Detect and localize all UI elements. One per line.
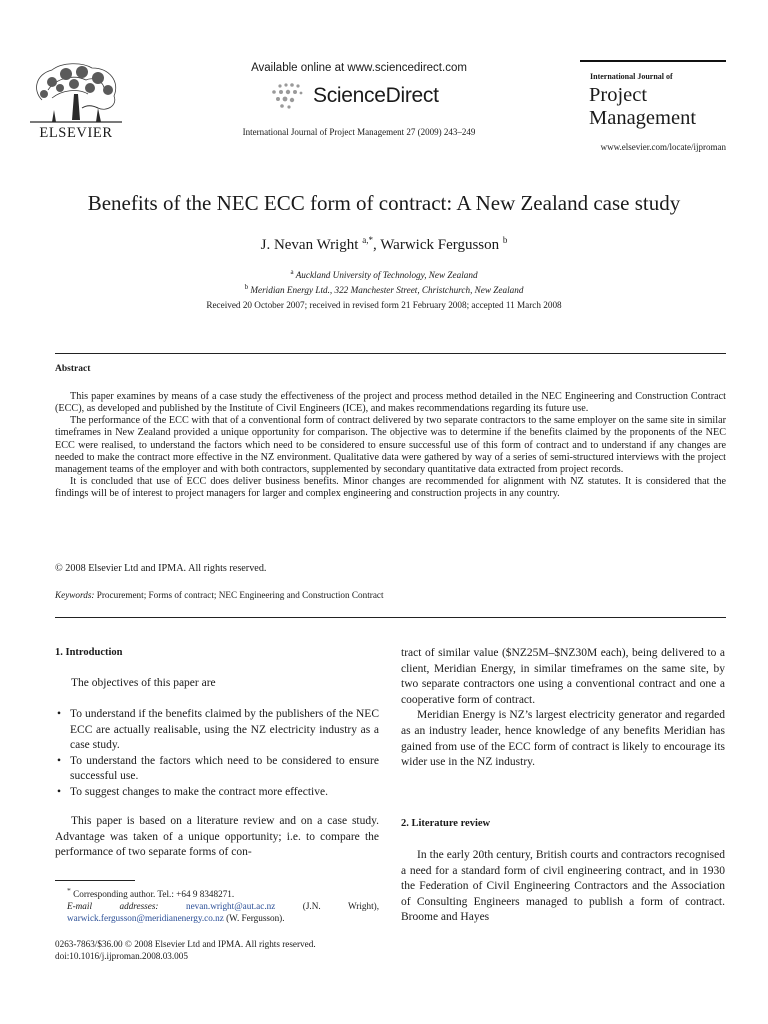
section-heading-introduction: 1. Introduction (55, 647, 123, 658)
email-owner: (W. Fergusson). (223, 913, 285, 924)
affiliation-text: Auckland University of Technology, New Zealand (295, 270, 478, 281)
available-online-text: Available online at www.sciencedirect.com (251, 62, 467, 74)
issn-block (55, 938, 316, 962)
abstract-copyright: © 2008 Elsevier Ltd and IPMA. All rights reserved. (55, 563, 267, 574)
email-link[interactable]: nevan.wright@aut.ac.nz (185, 901, 276, 912)
affiliation-text: Meridian Energy Ltd., 322 Manchester Street, Christchurch, New Zealand (250, 285, 524, 296)
journal-name-line2: Management (589, 106, 697, 129)
intro-paragraph (55, 814, 379, 861)
journal-prefix: International Journal of (590, 72, 673, 81)
footnote-marker: * (67, 886, 71, 895)
affiliations (20, 266, 748, 296)
abstract-paragraph: The performance of the ECC with that of a conventional form of contract delivered by two separate contractors to the same employer on the same site in similar timeframes in New Zealand provided a unique opportunity for comparison. The objective was to determine if the benefits claimed by the proponents of the NEC ECC were realised, to understand the factors which need to be considered to ensure successful use of this form of contract and to understand if any changes are needed to make the contract more effective in the NZ environment. Qualitative data were gathered by way of a series of semi-structured interviews with the project management teams of the employer and with both contractors, supplemented by secondary quantitative data extracted from project records. (55, 415, 726, 475)
paragraph-text: tract of similar value ($NZ25M–$NZ30M each), being delivered to a client, Meridian Energy, in similar timeframes on the same site, by two separate contractors one using a conventional contract and one a cooperative form of contract. (401, 647, 725, 706)
footnote-emails (55, 900, 379, 924)
received-dates: Received 20 October 2007; received in revised form 21 February 2008; accepted 11 March 2008 (206, 300, 562, 310)
bullet-icon: • (57, 708, 62, 720)
abstract-paragraph: It is concluded that use of ECC does deliver business benefits. Minor changes are recommended for alignment with NZ statutes. It is considered that the findings will be of interest to project managers for larger and complex engineering and construction projects in any country. (55, 476, 726, 500)
journal-citation: International Journal of Project Management 27 (2009) 243–249 (242, 127, 476, 137)
list-item-text: To suggest changes to make the contract more effective. (70, 785, 328, 798)
footnote-text: Corresponding author. Tel.: +64 9 8348271. (73, 889, 235, 900)
author-list (20, 235, 748, 254)
doi-link[interactable]: doi:10.1016/j.ijproman.2008.03.005 (55, 951, 188, 962)
email-link[interactable]: warwick.fergusson@meridianenergy.co.nz (67, 913, 224, 924)
objectives-list (55, 707, 379, 801)
affiliation-marker: b (244, 283, 249, 292)
abstract-body (55, 391, 726, 500)
footnote-rule (55, 880, 135, 881)
keywords-label: Keywords: (55, 590, 95, 600)
literature-paragraph (401, 848, 725, 926)
affiliation-marker: a (290, 268, 294, 276)
footnote-corresponding (55, 885, 379, 900)
list-item-text: To understand the factors which need to be considered to ensure successful use. (70, 754, 379, 783)
bullet-icon: • (57, 754, 62, 767)
journal-name (589, 84, 696, 129)
affiliation-b (20, 281, 748, 296)
abstract-heading: Abstract (55, 364, 91, 374)
abstract-top-rule (55, 353, 726, 354)
section-heading-literature-review: 2. Literature review (401, 818, 491, 829)
author-affiliation-marker: a,* (362, 235, 373, 245)
author-name[interactable]: J. Nevan Wright (260, 237, 359, 253)
keywords-list: Procurement; Forms of contract; NEC Engineering and Construction Contract (94, 590, 384, 600)
author-name[interactable]: Warwick Fergusson (380, 237, 500, 253)
list-item (55, 754, 379, 785)
journal-name-line1: Project (589, 84, 648, 106)
affiliation-a (20, 266, 748, 281)
publisher-name: ELSEVIER (39, 125, 113, 141)
issn-text: 0263-7863/$36.00 © 2008 Elsevier Ltd and IPMA. All rights reserved. (55, 939, 316, 949)
keywords (55, 590, 384, 600)
abstract-paragraph: This paper examines by means of a case study the effectiveness of the project and process method detailed in the NEC Engineering and Construction Contract (ECC), as developed and published by the Institute of Civil Engineers (ICE), and makes recommendations regarding its future use. (55, 391, 726, 415)
list-item-text: To understand if the benefits claimed by the publishers of the NEC ECC are actually realisable, using the NZ electricity industry as a case study. (70, 708, 379, 752)
sciencedirect-logo-text: ScienceDirect (313, 84, 439, 107)
author-separator: , (372, 237, 381, 253)
paragraph-text: Meridian Energy is NZ’s largest electricity generator and regarded as an industry leader, hence knowledge of any benefits Meridian has gained from use of the ECC form of contract is likely to encourage its wider use in the NZ industry. (401, 709, 725, 769)
article-title: Benefits of the NEC ECC form of contract: A New Zealand case study (87, 191, 681, 215)
list-item (55, 707, 379, 754)
abstract-bottom-rule (55, 617, 726, 618)
paragraph-text: This paper is based on a literature review and on a case study. Advantage was taken of a unique opportunity; i.e. to compare the performance of two separate forms of con- (55, 815, 379, 859)
footnote (55, 885, 379, 925)
email-owner: (J.N. Wright), (275, 901, 379, 912)
journal-url-link[interactable]: www.elsevier.com/locate/ijproman (600, 142, 726, 152)
author-affiliation-marker: b (502, 235, 508, 245)
email-label: E-mail addresses: (67, 901, 159, 912)
bullet-icon: • (57, 785, 62, 798)
intro-lead-text: The objectives of this paper are (71, 677, 216, 689)
right-column-paragraphs (401, 646, 725, 771)
list-item (55, 785, 379, 801)
journal-top-rule (580, 60, 726, 62)
paragraph-text: In the early 20th century, British courts and contractors recognised a need for a standard form of civil engineering contract, and in 1930 the Federation of Civil Engineering Contractors and the Association of Consulting Engineers managed to publish a form of contract. Broome and Hayes (401, 849, 725, 924)
